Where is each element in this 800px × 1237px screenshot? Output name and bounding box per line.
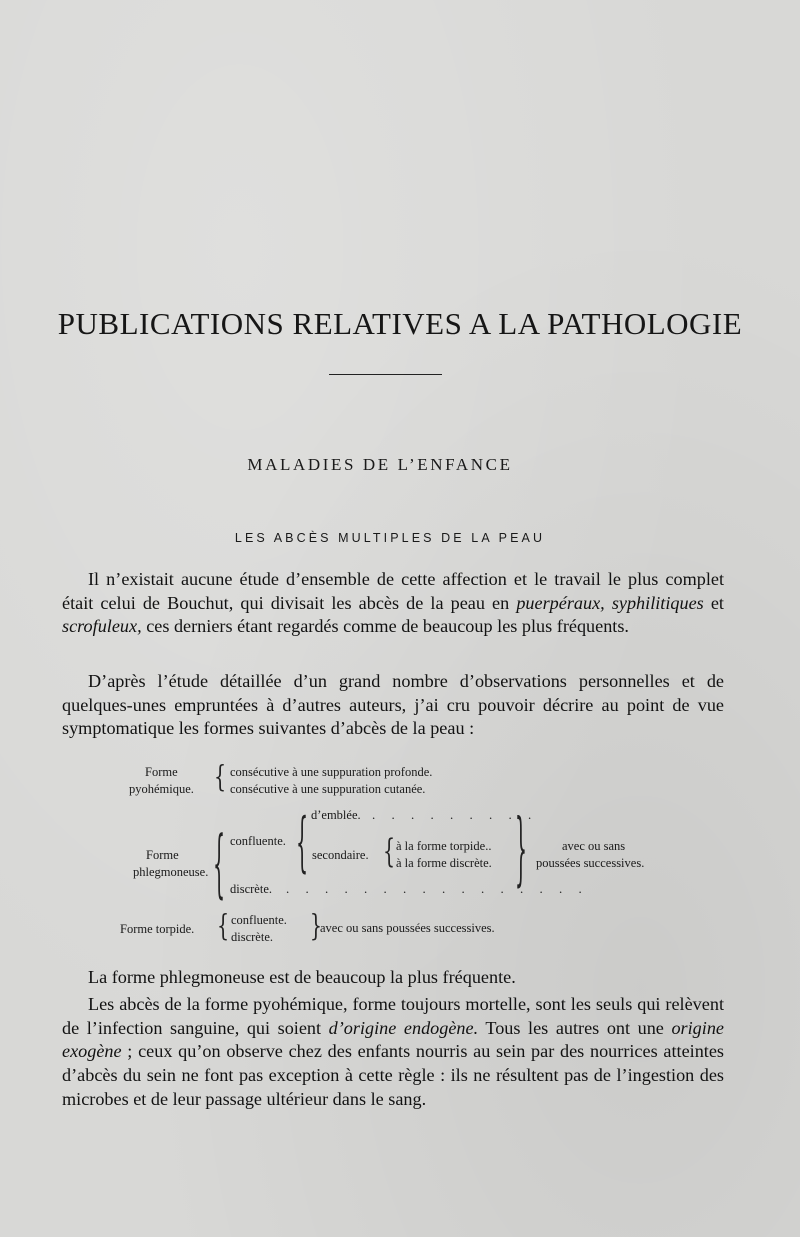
torpide-label: Forme torpide. [120, 922, 195, 936]
discrete-label: discrète. [230, 882, 272, 896]
paragraph-4-text-c: Tous les autres ont une [478, 1017, 672, 1038]
section-title: MALADIES DE L’ENFANCE [247, 455, 513, 474]
torpide-closing-brace: { [309, 909, 322, 944]
d-emblee-label: d’emblée. [311, 808, 361, 822]
torpide-item-1: confluente. [231, 913, 287, 927]
paragraph-2-text: D’après l’étude détaillée d’un grand nombre d’observations personnelles et de quelques-unes empruntées à d’autres auteurs, j’ai cru pouvoir décrire au point de vue symptomatique les formes suivantes d’abcès de la peau : [62, 671, 724, 739]
paragraph-3-text: La forme phlegmoneuse est de beaucoup la plus fréquente. [88, 967, 516, 987]
secondaire-brace: { [383, 833, 396, 871]
paragraph-1-text-c: et [703, 592, 724, 613]
title-divider [329, 374, 442, 375]
d-emblee-dots: . . . . . . . . . [372, 807, 538, 822]
page-title: PUBLICATIONS RELATIVES A LA PATHOLOGIE [57, 306, 743, 341]
paragraph-4-text-e: ; ceux qu’on observe chez des enfants nourris au sein par des nourrices atteintes d’abcès du sein ne font pas exception à cette règle : ils ne résultent pas de l’ingestion des microbes et de leur passage ultérieur dans le sang. [62, 1041, 724, 1109]
phlegmoneuse-closing-brace: { [514, 804, 527, 897]
phlegmoneuse-brace: { [213, 822, 226, 908]
discrete-dots: . . . . . . . . . . . . . . . . [286, 881, 589, 896]
forme-torpide-item: à la forme torpide.. [396, 839, 492, 853]
pyohemique-item-1: consécutive à une suppuration profonde. [230, 765, 433, 779]
paragraph-2 [62, 670, 724, 741]
pyohemique-label-1: Forme [145, 765, 178, 779]
paragraph-4-text-a: Les abcès de la forme pyohémique, forme toujours mortelle, sont les seuls qui relèvent de l’infection sanguine, qui soient [62, 994, 724, 1038]
paragraph-3 [62, 966, 724, 990]
pyohemique-item-2: consécutive à une suppuration cutanée. [230, 782, 426, 796]
secondaire-label: secondaire. [312, 848, 369, 862]
paragraph-1-italic-b: puerpéraux, syphilitiques [516, 592, 704, 613]
pyohemique-brace: { [214, 760, 227, 795]
paragraph-1-text-e: ces derniers étant regardés comme de beaucoup les plus fréquents. [141, 616, 629, 637]
paragraph-1-text-a: Il n’existait aucune étude d’ensemble de cette affection et le travail le plus complet était celui de Bouchut, qui divisait les abcès de la peau en [62, 569, 724, 613]
phlegmoneuse-note-1: avec ou sans [562, 839, 626, 853]
paragraph-1-italic-d: scrofuleux, [62, 616, 142, 637]
phlegmoneuse-label-2: phlegmoneuse. [133, 865, 209, 879]
confluente-brace: { [296, 806, 309, 881]
phlegmoneuse-label-1: Forme [146, 848, 179, 862]
paragraph-4 [62, 993, 724, 1112]
paragraph-4-italic-d: origine exogène [62, 1017, 724, 1062]
forme-discrete-item: à la forme discrète. [396, 856, 492, 870]
confluente-label: confluente. [230, 834, 286, 848]
subsection-title: LES ABCÈS MULTIPLES DE LA PEAU [234, 531, 546, 545]
paragraph-4-italic-b: d’origine endogène. [328, 1017, 479, 1038]
pyohemique-label-2: pyohémique. [129, 782, 194, 796]
torpide-item-2: discrète. [231, 930, 273, 944]
phlegmoneuse-note-2: poussées successives. [536, 856, 645, 870]
torpide-brace: { [217, 909, 230, 944]
paragraph-1 [62, 568, 724, 639]
torpide-note: avec ou sans poussées successives. [320, 921, 495, 935]
